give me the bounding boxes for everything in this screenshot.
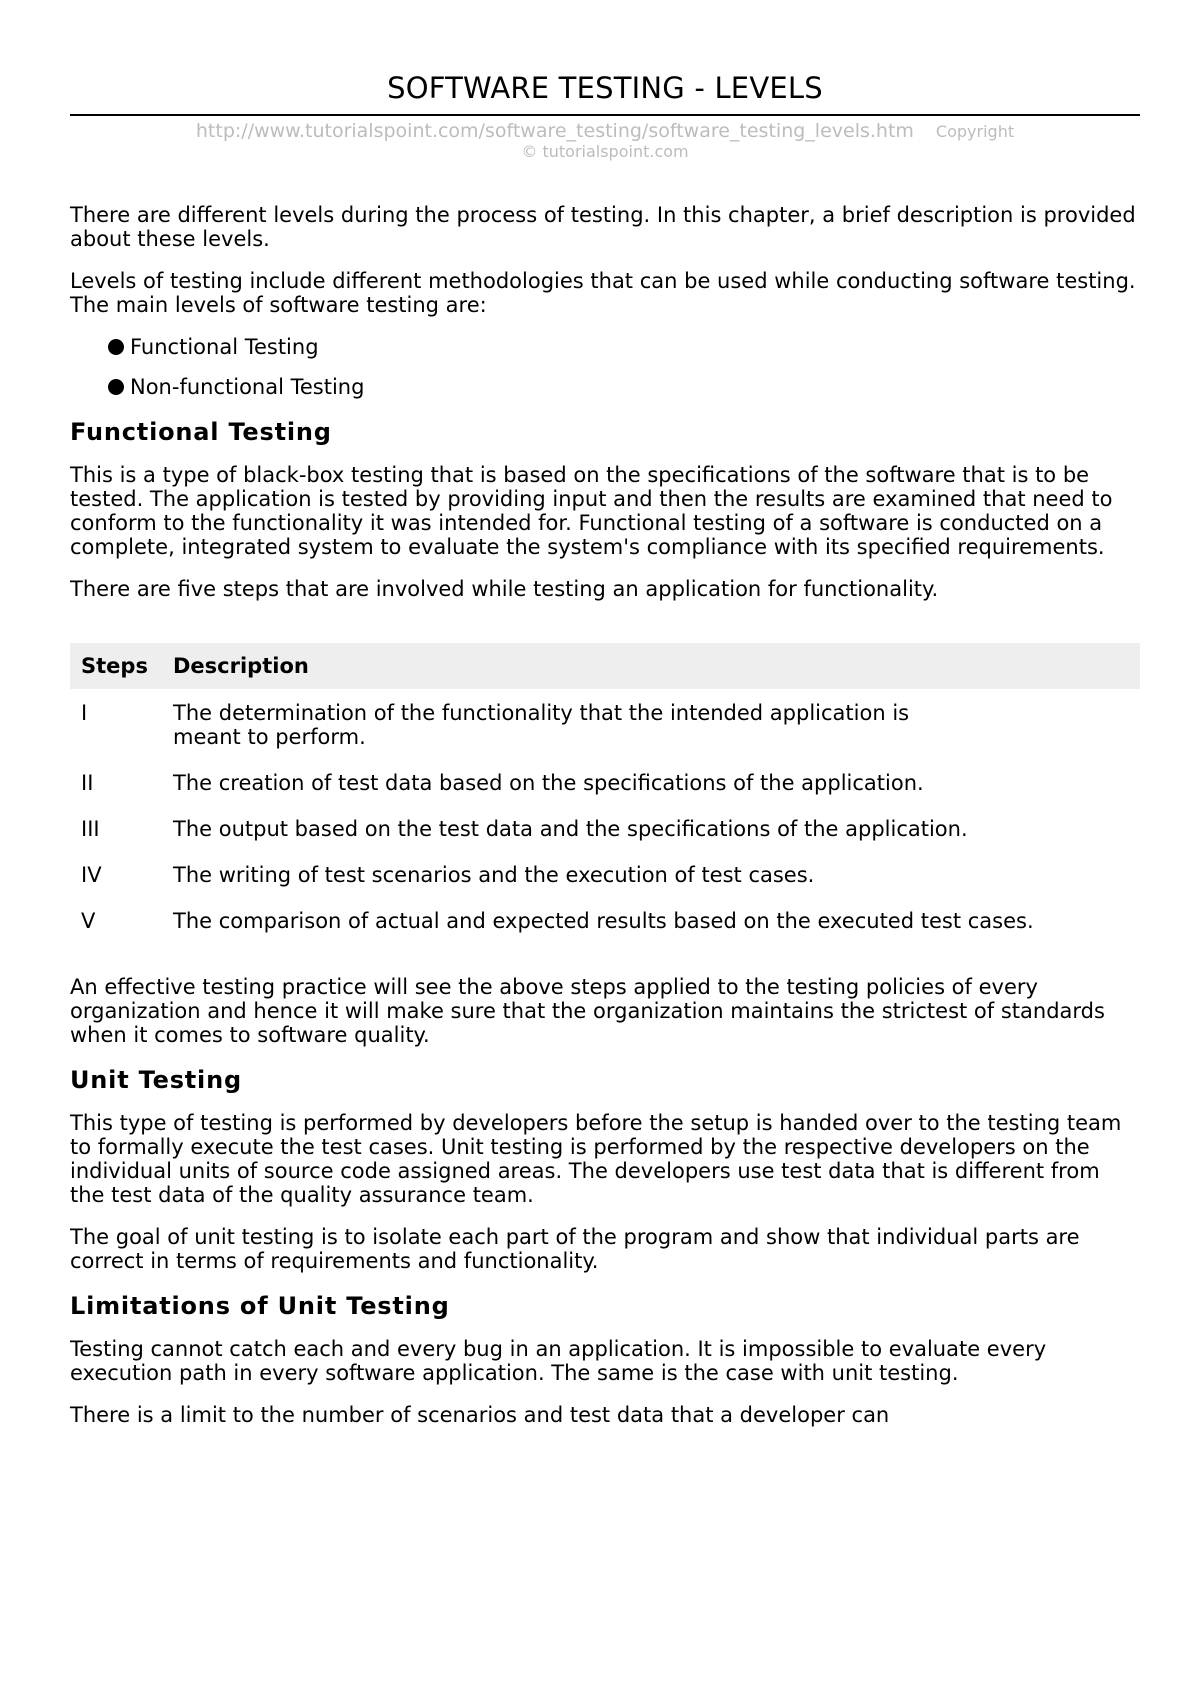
list-item-label: Non-functional Testing (130, 375, 365, 399)
functional-paragraph-1: This is a type of black-box testing that is based on the specifications of the software that is to be tested. The application is tested by providing input and then the results are examined that need to conform to the functionality it was intended for. Functional testing of a software is conducted on a complete, integrated system to evaluate the system's compliance with its specified requirements. (70, 463, 1113, 559)
unit-testing-paragraph-2: The goal of unit testing is to isolate each part of the program and show that individual parts are correct in terms of requirements and functionality. (70, 1225, 1080, 1273)
column-header-description: Description (173, 643, 1140, 689)
after-table-paragraph: An effective testing practice will see the above steps applied to the testing policies of every organization and hence it will make sure that the organization maintains the strictest of standards when it comes to software quality. (70, 975, 1105, 1047)
step-number: III (81, 817, 100, 841)
step-description: The writing of test scenarios and the execution of test cases. (173, 863, 815, 887)
copyright-owner: © tutorialspoint.com (521, 142, 689, 161)
steps-table (70, 643, 1140, 955)
section-heading-limitations: Limitations of Unit Testing (70, 1292, 450, 1320)
document-page (70, 0, 1140, 1427)
section-heading-unit-testing: Unit Testing (70, 1066, 242, 1094)
limitations-paragraph-2: There is a limit to the number of scenarios and test data that a developer can (70, 1403, 890, 1427)
step-number: II (81, 771, 94, 795)
table-row (70, 689, 1140, 771)
list-item-label: Functional Testing (130, 335, 319, 359)
step-description: The determination of the functionality that the intended application is meant to perform. (173, 701, 910, 749)
testing-levels-list (70, 335, 1140, 399)
unit-testing-paragraph-1: This type of testing is performed by developers before the setup is handed over to the testing team to formally execute the test cases. Unit testing is performed by the respective developers on the individual units of source code assigned areas. The developers use test data that is different from the test data of the quality assurance team. (70, 1111, 1122, 1207)
column-header-steps: Steps (70, 643, 173, 689)
table-row (70, 863, 1140, 909)
step-description: The creation of test data based on the specifications of the application. (173, 771, 924, 795)
bullet-icon (108, 379, 124, 395)
table-row (70, 771, 1140, 817)
step-description: The comparison of actual and expected results based on the executed test cases. (173, 909, 1034, 933)
step-number: V (81, 909, 96, 933)
step-number: IV (81, 863, 102, 887)
table-row (70, 909, 1140, 955)
functional-paragraph-2: There are five steps that are involved while testing an application for functionality. (70, 577, 939, 601)
bullet-icon (108, 339, 124, 355)
intro-paragraph-2: Levels of testing include different methodologies that can be used while conducting software testing. The main levels of software testing are: (70, 269, 1136, 317)
list-item (108, 375, 1140, 399)
copyright-label: Copyright (935, 122, 1015, 141)
limitations-paragraph-1: Testing cannot catch each and every bug in an application. It is impossible to evaluate every execution path in every software application. The same is the case with unit testing. (70, 1337, 1047, 1385)
list-item (108, 335, 1140, 359)
title-divider (70, 114, 1140, 116)
page-title: SOFTWARE TESTING - LEVELS (387, 71, 823, 105)
table-header-row (70, 643, 1140, 689)
table-row (70, 817, 1140, 863)
source-line (70, 120, 1140, 161)
step-number: I (81, 701, 88, 725)
section-heading-functional-testing: Functional Testing (70, 418, 332, 446)
step-description: The output based on the test data and the specifications of the application. (173, 817, 968, 841)
intro-paragraph-1: There are different levels during the process of testing. In this chapter, a brief description is provided about these levels. (70, 203, 1136, 251)
source-url-link[interactable]: http://www.tutorialspoint.com/software_testing/software_testing_levels.htm (195, 120, 914, 142)
